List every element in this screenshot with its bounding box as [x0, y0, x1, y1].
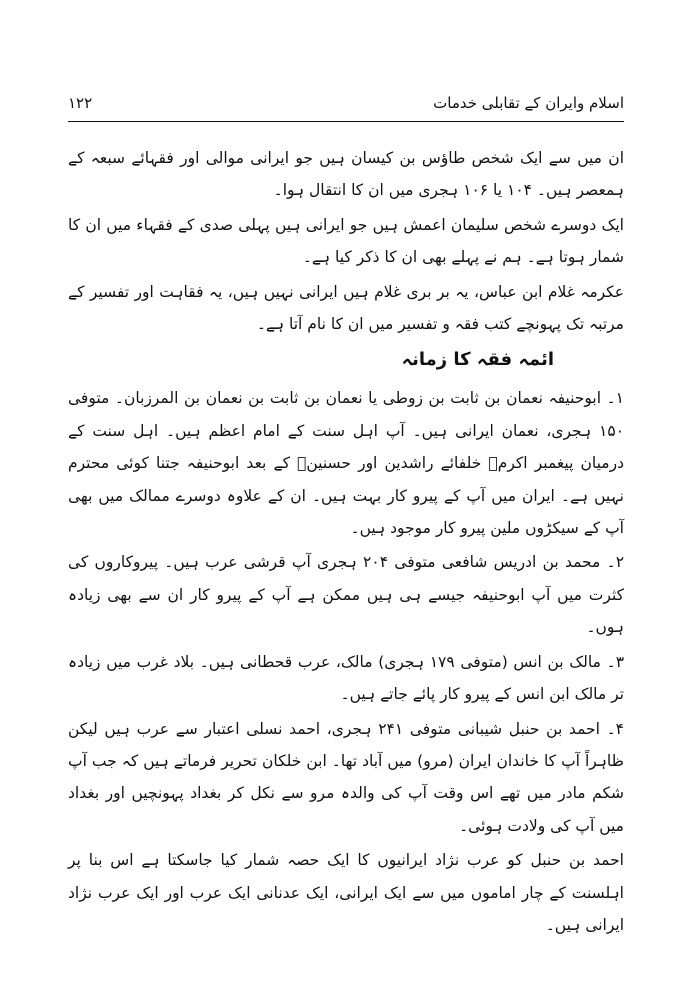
header-divider [68, 121, 624, 122]
page-number: ۱۲۲ [68, 94, 93, 112]
section-heading: ائمہ فقہ کا زمانہ [401, 349, 554, 371]
paragraph-amash: ایک دوسرے شخص سلیمان اعمش ہیں جو ایرانی ہیں پہلی صدی کے فقہاء میں ان کا شمار ہوتا ہے۔ ہم نے پہلے بھی ان کا ذکر کیا ہے۔ [68, 215, 624, 267]
running-header [68, 92, 624, 118]
paragraph-conclusion: احمد بن حنبل کو عرب نژاد ایرانیوں کا ایک حصہ شمار کیا جاسکتا ہے اس بنا پر اہلسنت کے چار اماموں میں سے ایک ایرانی، ایک عدنانی ایک عرب اور ایک عرب نژاد ایرانی ہیں۔ [68, 851, 624, 934]
page-body [68, 142, 624, 943]
paragraph-abu-hanifa: ۱۔ ابوحنیفہ نعمان بن ثابت بن زوطی یا نعمان بن ثابت بن نعمان بن المرزبان۔ متوفی ۱۵۰ ہجری، نعمان ایرانی ہیں۔ آپ اہل سنت کے امام اعظم ہیں۔ اہل سنت کے درمیان پیغمبر اکرمؐ خلفائے راشدین اور حسنینؑ کے بعد ابوحنیفہ جتنا کوئی محترم نہیں ہے۔ ایران میں آپ کے پیرو کار بہت ہیں۔ ان کے علاوہ دوسرے ممالک میں بھی آپ کے سیکڑوں ملین پیرو کار موجود ہیں۔ [68, 389, 624, 538]
paragraph-ikrimah: عکرمہ غلام ابن عباس، یہ بر بری غلام ہیں ایرانی نہیں ہیں، یہ فقاہت اور تفسیر کے مرتبہ تک پہونچے کتب فقہ و تفسیر میں ان کا نام آتا ہے۔ [68, 282, 624, 334]
paragraph-shafii: ۲۔ محمد بن ادریس شافعی متوفی ۲۰۴ ہجری آپ قرشی عرب ہیں۔ پیروکاروں کی کثرت میں آپ ابوحنیفہ جیسے ہی ہیں ممکن ہے آپ کے پیرو کار ان سے بھی زیادہ ہوں۔ [68, 553, 625, 637]
paragraph-ahmad-hanbal: ۴۔ احمد بن حنبل شیبانی متوفی ۲۴۱ ہجری، احمد نسلی اعتبار سے عرب ہیں لیکن ظاہراً آپ کا خاندان ایران (مرو) میں آباد تھا۔ ابن خلکان تحریر فرماتے ہیں کہ جب آپ شکم مادر میں تھے اس وقت آپ کی والدہ مرو سے نکل کر بغداد پہونچیں اور بغداد میں آپ کی ولادت ہوئی۔ [68, 719, 624, 835]
paragraph-malik: ۳۔ مالک بن انس (متوفی ۱۷۹ ہجری) مالک، عرب قحطانی ہیں۔ بلاد غرب میں زیادہ تر مالک ابن انس کے پیرو کار پائے جاتے ہیں۔ [68, 652, 625, 704]
paragraph-taus: ان میں سے ایک شخص طاؤس بن کیسان ہیں جو ایرانی موالی اور فقہائے سبعہ کے ہمعصر ہیں۔ ۱۰۴ یا ۱۰۶ ہجری میں ان کا انتقال ہوا۔ [68, 149, 624, 200]
running-header-title: اسلام وایران کے تقابلی خدمات [433, 94, 624, 112]
